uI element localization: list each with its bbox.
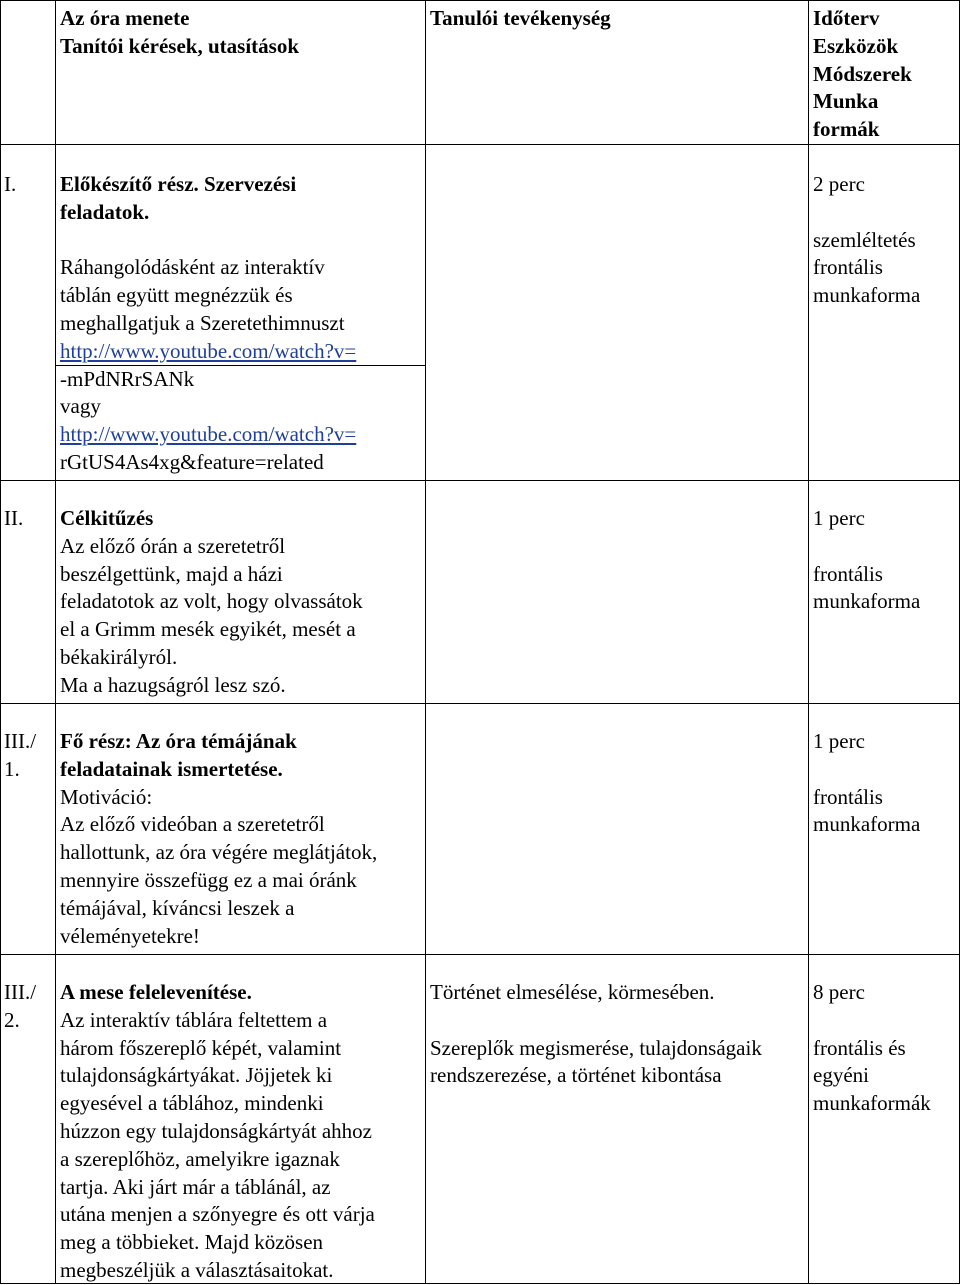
- row-3-title-line1: Fő rész: Az óra témájának: [60, 729, 297, 753]
- header-lesson-flow: [60, 5, 420, 61]
- row-2-content: Célkitűzés Az előző órán a szeretetről beszélgettünk, majd a házi feladatotok az volt, hogy olvassátok el a Grimm mesék egyikét, mesét a békakirályról. Ma a hazugságról lesz szó.: [60, 505, 424, 700]
- youtube-link-1-id: -mPdNRrSANk: [60, 366, 195, 391]
- row-4-student-activity: Történet elmesélése, körmesében. Szereplők megismerése, tulajdonságaik rendszerezése, a történet kibontása: [430, 979, 808, 1090]
- row-2-time: 1 perc: [813, 506, 865, 530]
- row-4-title: A mese felelevenítése.: [60, 980, 252, 1004]
- header-col2-line1: Az óra menete: [60, 6, 190, 30]
- youtube-link-2[interactable]: http://www.youtube.com/watch?v=: [60, 422, 357, 447]
- row-2-title: Célkitűzés: [60, 506, 154, 530]
- row-3-content: Fő rész: Az óra témájának feladatainak ismertetése. Motiváció: Az előző videóban a szeretetről hallottunk, az óra végére meglátjátok, mennyire összefügg ez a mai óránk témájával, kíváncsi leszek a véleményetekre!: [60, 728, 424, 950]
- row-4-time: 8 perc: [813, 980, 865, 1004]
- header-schedule-tools: Időterv Eszközök Módszerek Munka formák: [813, 6, 912, 142]
- youtube-link-1[interactable]: http://www.youtube.com/watch?v=: [60, 338, 357, 363]
- row-4-content: A mese felelevenítése. Az interaktív táblára feltettem a három főszereplő képét, valamint tulajdonságkártyákat. Jöjjetek ki egyesével a táblához, mindenki húzzon egy tulajdonságkártyát ahhoz a szereplőhöz, amelyikre igaznak tartja. Aki járt már a táblánál, az utána menjen a szőnyegre és ott várja meg a többieket. Majd közösen megbeszéljük a választásaitokat.: [60, 979, 424, 1285]
- row-1-number: I.: [4, 172, 17, 196]
- row-1-title-line1: Előkészítő rész. Szervezési: [60, 172, 297, 196]
- header-col2-line2: Tanítói kérések, utasítások: [60, 33, 300, 58]
- row-4-schedule: 8 perc frontális és egyéni munkaformák: [813, 979, 958, 1118]
- row-4-number: III./ 2.: [4, 980, 37, 1032]
- row-1-time: 2 perc: [813, 172, 865, 196]
- row-3-number: III./ 1.: [4, 729, 37, 781]
- youtube-link-2-id: rGtUS4As4xg&feature=related: [60, 449, 324, 474]
- row-3-schedule: 1 perc frontális munkaforma: [813, 728, 958, 839]
- header-student-activity: Tanulói tevékenység: [430, 6, 611, 30]
- row-2-number: II.: [4, 506, 24, 530]
- row-1-title-line2: feladatok.: [60, 199, 150, 224]
- row-3-title-line2: feladatainak ismertetése.: [60, 756, 283, 781]
- row-1-schedule: 2 perc szemléltetés frontális munkaforma: [813, 171, 958, 310]
- row-1-content: Előkészítő rész. Szervezési feladatok. Ráhangolódásként az interaktív táblán együtt megnézzük és meghallgatjuk a Szeretethimnuszt http://www.youtube.com/watch?v= -mPdNRrSANk vagy http://www.youtube.com/watch?v= rGtUS4As4xg&feature=related: [60, 171, 424, 477]
- row-2-schedule: 1 perc frontális munkaforma: [813, 505, 958, 616]
- row-3-motivation: Motiváció:: [60, 784, 153, 809]
- row-3-time: 1 perc: [813, 729, 865, 753]
- row-4-student-line1: Történet elmesélése, körmesében.: [430, 980, 715, 1004]
